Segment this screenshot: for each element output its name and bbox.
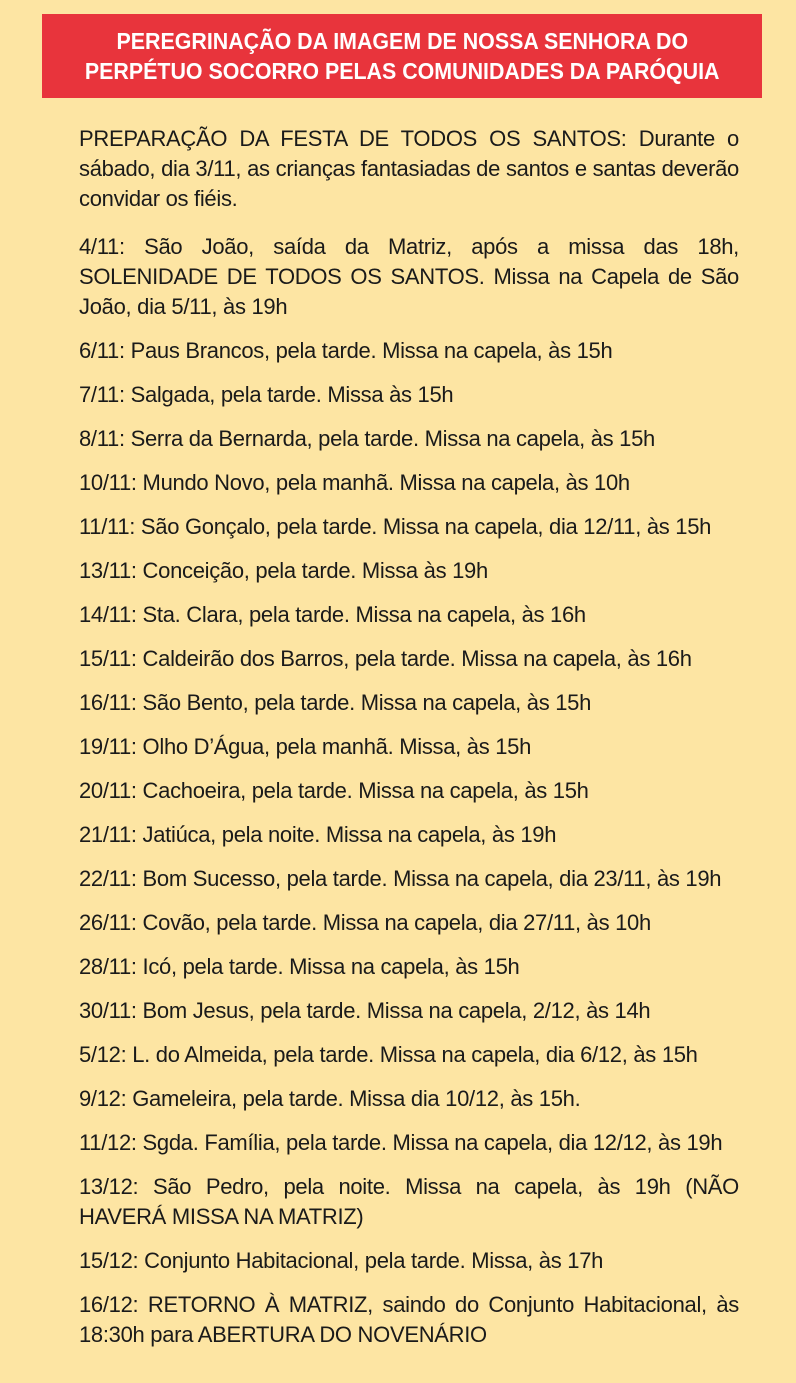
schedule-item: 26/11: Covão, pela tarde. Missa na capela, dia 27/11, às 10h <box>79 910 651 935</box>
schedule-item: 16/11: São Bento, pela tarde. Missa na capela, às 15h <box>79 690 592 715</box>
schedule-item: 21/11: Jatiúca, pela noite. Missa na capela, às 19h <box>79 822 557 847</box>
schedule-item: 10/11: Mundo Novo, pela manhã. Missa na capela, às 10h <box>79 470 630 495</box>
schedule-item: 30/11: Bom Jesus, pela tarde. Missa na capela, 2/12, às 14h <box>79 998 651 1023</box>
schedule-item: 4/11: São João, saída da Matriz, após a missa das 18h, SOLENIDADE DE TODOS OS SANTOS. Missa na Capela de São João, dia 5/11, às 19h <box>79 234 739 319</box>
schedule-item: 8/11: Serra da Bernarda, pela tarde. Missa na capela, às 15h <box>79 426 655 451</box>
schedule-item: 28/11: Icó, pela tarde. Missa na capela, às 15h <box>79 954 520 979</box>
schedule-item: 19/11: Olho D’Água, pela manhã. Missa, às 15h <box>79 734 532 759</box>
schedule-item: 15/12: Conjunto Habitacional, pela tarde. Missa, às 17h <box>79 1248 604 1273</box>
title-line-1: PEREGRINAÇÃO DA IMAGEM DE NOSSA SENHORA DO <box>116 28 688 54</box>
title-banner <box>42 14 762 98</box>
schedule-item: 14/11: Sta. Clara, pela tarde. Missa na capela, às 16h <box>79 602 586 627</box>
schedule-item: 16/12: RETORNO À MATRIZ, saindo do Conjunto Habitacional, às 18:30h para ABERTURA DO NOVENÁRIO <box>79 1292 739 1347</box>
title-line-2: PERPÉTUO SOCORRO PELAS COMUNIDADES DA PARÓQUIA <box>84 58 720 84</box>
schedule-item: 9/12: Gameleira, pela tarde. Missa dia 10/12, às 15h. <box>79 1086 581 1111</box>
schedule-item: 22/11: Bom Sucesso, pela tarde. Missa na capela, dia 23/11, às 19h <box>79 866 722 891</box>
schedule-item: 7/11: Salgada, pela tarde. Missa às 15h <box>79 382 454 407</box>
schedule-item: 5/12: L. do Almeida, pela tarde. Missa na capela, dia 6/12, às 15h <box>79 1042 698 1067</box>
schedule-item: 6/11: Paus Brancos, pela tarde. Missa na capela, às 15h <box>79 338 613 363</box>
schedule-item: 13/12: São Pedro, pela noite. Missa na capela, às 19h (NÃO HAVERÁ MISSA NA MATRIZ) <box>79 1174 739 1229</box>
schedule-item: 15/11: Caldeirão dos Barros, pela tarde. Missa na capela, às 16h <box>79 646 692 671</box>
schedule-item: 11/12: Sgda. Família, pela tarde. Missa na capela, dia 12/12, às 19h <box>79 1130 723 1155</box>
schedule-item: 20/11: Cachoeira, pela tarde. Missa na capela, às 15h <box>79 778 589 803</box>
schedule-item: 13/11: Conceição, pela tarde. Missa às 19h <box>79 558 488 583</box>
schedule-list <box>79 124 739 1350</box>
schedule-intro: PREPARAÇÃO DA FESTA DE TODOS OS SANTOS: Durante o sábado, dia 3/11, as crianças fantasiadas de santos e santas deverão convidar os fiéis. <box>79 126 739 211</box>
schedule-item: 11/11: São Gonçalo, pela tarde. Missa na capela, dia 12/11, às 15h <box>79 514 712 539</box>
